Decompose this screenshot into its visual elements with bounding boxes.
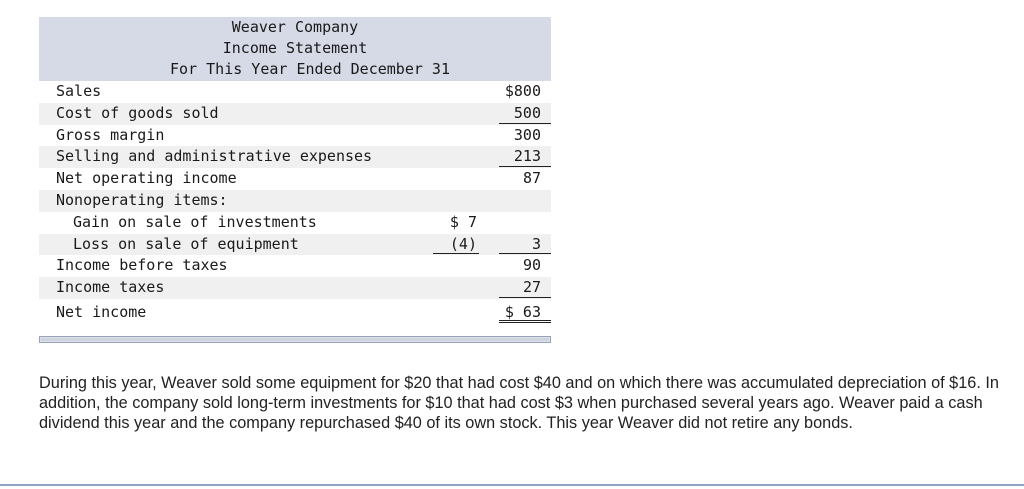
row-nonoperating-heading xyxy=(39,190,551,212)
row-total: 300 xyxy=(513,125,541,144)
row-total: $ 63 xyxy=(499,299,551,323)
row-label: Gross margin xyxy=(56,125,165,144)
problem-description: During this year, Weaver sold some equipment for $20 that had cost $40 and on which there was accumulated depreciation of $16. In addition, the company sold long-term investments for $10 that had cost $3 when purchased several years ago. Weaver paid a cash dividend this year and the company repurchased $40 of its own stock. This year Weaver did not retire any bonds. xyxy=(39,374,999,432)
row-total: $800 xyxy=(504,82,541,100)
statement-period: For This Year Ended December 31 xyxy=(170,60,450,78)
row-total: 27 xyxy=(499,277,551,298)
row-income-taxes xyxy=(39,277,551,299)
row-total: 90 xyxy=(522,256,541,275)
row-label: Gain on sale of investments xyxy=(73,212,317,231)
statement-header xyxy=(39,17,551,81)
scrollbar-thumb[interactable] xyxy=(41,338,549,341)
row-net-operating-income xyxy=(39,168,551,190)
row-label: Cost of goods sold xyxy=(56,103,219,122)
row-label: Net income xyxy=(56,302,147,321)
row-loss-equipment xyxy=(39,234,551,256)
row-label: Selling and administrative expenses xyxy=(56,147,373,166)
statement-name: Income Statement xyxy=(222,39,368,57)
horizontal-scrollbar[interactable] xyxy=(39,336,551,343)
row-label: Loss on sale of equipment xyxy=(73,234,299,253)
row-net-income xyxy=(39,299,551,326)
row-detail: $ 7 xyxy=(449,212,477,231)
row-cogs xyxy=(39,103,551,125)
row-label: Sales xyxy=(56,82,102,100)
row-label: Net operating income xyxy=(56,169,237,188)
income-statement-table xyxy=(39,17,551,326)
row-total: 500 xyxy=(499,103,551,124)
row-sales xyxy=(39,81,551,103)
row-income-before-taxes xyxy=(39,255,551,277)
row-total: 87 xyxy=(522,169,541,188)
row-detail: (4) xyxy=(433,234,479,255)
row-total: 3 xyxy=(499,234,551,255)
row-label: Income before taxes xyxy=(56,256,228,275)
row-total: 213 xyxy=(499,146,551,167)
row-label: Income taxes xyxy=(56,278,165,297)
bottom-divider xyxy=(0,484,1024,486)
company-name: Weaver Company xyxy=(231,18,359,36)
row-label: Nonoperating items: xyxy=(56,190,228,209)
row-gross-margin xyxy=(39,125,551,147)
row-gain-investments xyxy=(39,212,551,234)
row-selling-admin xyxy=(39,146,551,168)
